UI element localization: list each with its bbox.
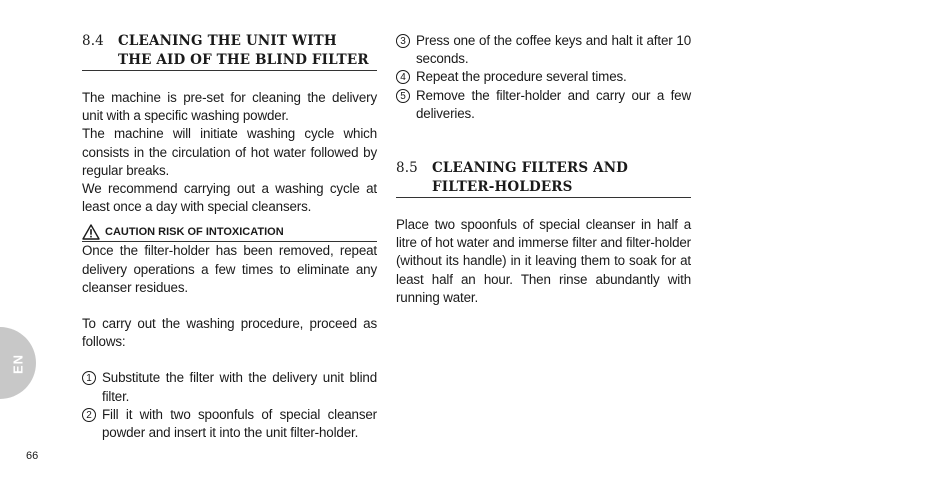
- list-item: [82, 369, 377, 405]
- step-number-1: 1: [82, 371, 96, 385]
- step-text-1: Substitute the filter with the delivery unit blind filter.: [102, 370, 377, 404]
- step-number-2: 2: [82, 408, 96, 422]
- section-8-5-heading: [396, 159, 691, 198]
- section-number: 8.5: [396, 160, 418, 177]
- step-text-4: Repeat the procedure several times.: [416, 69, 627, 85]
- step-number-3: 3: [396, 34, 410, 48]
- intro-paragraph-2: The machine will initiate washing cycle which consists in the circulation of hot water followed by regular breaks.: [82, 126, 377, 178]
- section-number: 8.4: [82, 33, 104, 49]
- section-title-line1: CLEANING THE UNIT WITH: [118, 33, 337, 49]
- section-8-4-heading: [82, 32, 377, 71]
- list-item: [396, 32, 691, 68]
- intro-paragraph-1: The machine is pre-set for cleaning the delivery unit with a specific washing powder.: [82, 90, 377, 124]
- procedure-intro: To carry out the washing procedure, proceed as follows:: [82, 316, 377, 350]
- section-title-line2: FILTER-HOLDERS: [432, 178, 573, 195]
- caution-text: Once the filter-holder has been removed, repeat delivery operations a few times to eliminate any cleanser residues.: [82, 243, 377, 295]
- intro-paragraph-3: We recommend carrying out a washing cycle at least once a day with special cleansers.: [82, 181, 377, 215]
- list-item: [82, 406, 377, 442]
- page-number: 66: [26, 450, 39, 462]
- section-title-line1: CLEANING FILTERS AND: [432, 160, 629, 177]
- right-column: [396, 32, 691, 307]
- step-text-3: Press one of the coffee keys and halt it after 10 seconds.: [416, 33, 691, 67]
- list-item: [396, 68, 691, 86]
- list-item: [396, 87, 691, 123]
- warning-triangle-icon: [82, 224, 100, 240]
- step-number-4: 4: [396, 70, 410, 84]
- step-text-5: Remove the filter-holder and carry our a few deliveries.: [416, 87, 691, 121]
- left-column: [82, 32, 377, 442]
- caution-title: CAUTION RISK OF INTOXICATION: [105, 226, 284, 239]
- step-text-2: Fill it with two spoonfuls of special cleanser powder and insert it into the unit filter-holder.: [102, 406, 377, 441]
- caution-header: [82, 224, 377, 242]
- section-8-5-body: Place two spoonfuls of special cleanser in half a litre of hot water and immerse filter and filter-holder (without its handle) in it leaving them to soak for at least half an hour. Then rinse abundantly with running water.: [396, 217, 691, 305]
- step-number-5: 5: [396, 89, 410, 103]
- section-title-line2: THE AID OF THE BLIND FILTER: [118, 51, 369, 68]
- language-tab-label: EN: [10, 353, 26, 375]
